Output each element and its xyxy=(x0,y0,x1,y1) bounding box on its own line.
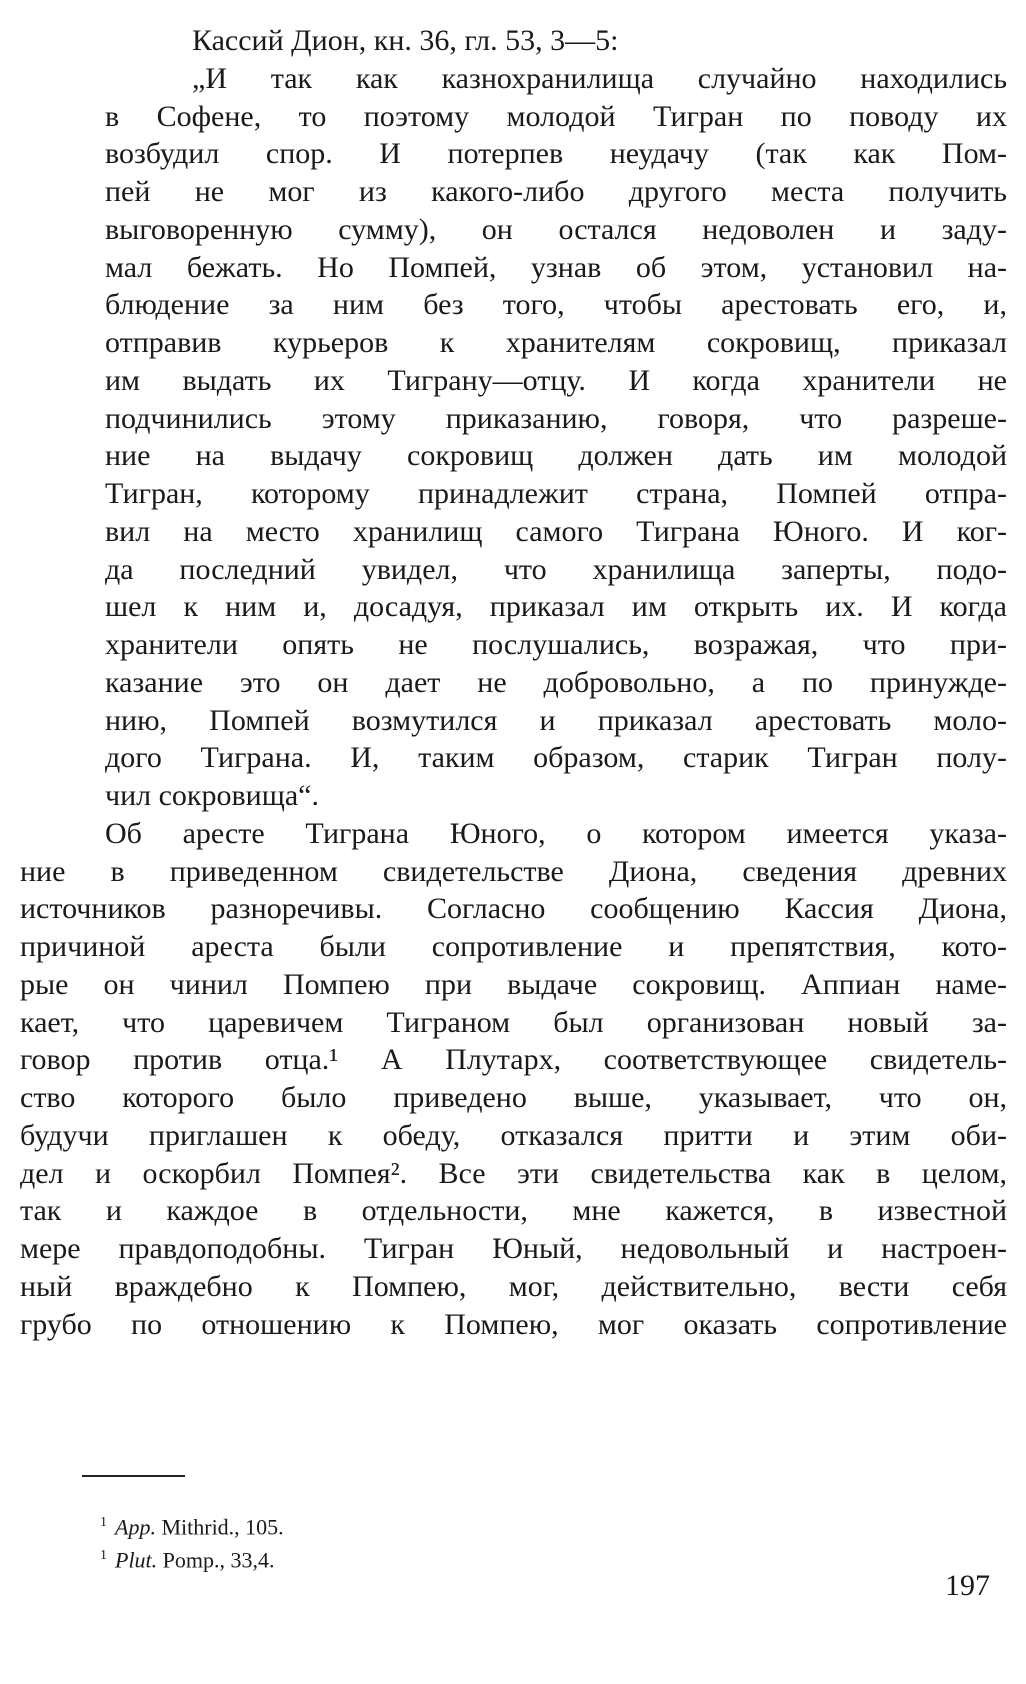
body-line: источников разноречивы. Согласно сообщению Кассия Диона, xyxy=(20,892,1007,925)
quote-line: вил на место хранилищ самого Тиграна Юного. И ког- xyxy=(105,515,1007,548)
footnote-reference: Pomp., 33,4. xyxy=(162,1547,275,1573)
body-line: ство которого было приведено выше, указывает, что он, xyxy=(20,1081,1007,1114)
footnote-source: App. xyxy=(115,1514,156,1540)
body-line: говор против отца.¹ А Плутарх, соответствующее свидетель- xyxy=(20,1043,1007,1076)
page-number: 197 xyxy=(945,1569,990,1602)
quote-line: нию, Помпей возмутился и приказал арестовать моло- xyxy=(105,704,1007,737)
footnote-mark: 1 xyxy=(100,1548,107,1563)
body-line: мере правдоподобны. Тигран Юный, недовольный и настроен- xyxy=(20,1232,1007,1265)
quote-source-heading: Кассий Дион, кн. 36, гл. 53, 3—5: xyxy=(192,24,619,57)
footnote-mark: 1 xyxy=(100,1515,107,1530)
quote-line: выговоренную сумму), он остался недоволен и заду- xyxy=(105,213,1007,246)
footnote-source: Plut. xyxy=(115,1547,158,1573)
footnote xyxy=(100,1509,284,1541)
body-line: ный враждебно к Помпею, мог, действительно, вести себя xyxy=(20,1270,1007,1303)
body-line: Об аресте Тиграна Юного, о котором имеется указа- xyxy=(105,817,1007,850)
body-line: причиной ареста были сопротивление и препятствия, кото- xyxy=(20,930,1007,963)
body-line: будучи приглашен к обеду, отказался притти и этим оби- xyxy=(20,1119,1007,1152)
quote-line: да последний увидел, что хранилища заперты, подо- xyxy=(105,553,1007,586)
body-line: грубо по отношению к Помпею, мог оказать сопротивление xyxy=(20,1308,1007,1341)
body-line: дел и оскорбил Помпея². Все эти свидетельства как в целом, xyxy=(20,1157,1007,1190)
quote-line: мал бежать. Но Помпей, узнав об этом, установил на- xyxy=(105,251,1007,284)
footnote-divider xyxy=(82,1475,185,1477)
quote-line: блюдение за ним без того, чтобы арестовать его, и, xyxy=(105,288,1007,321)
quote-line: шел к ним и, досадуя, приказал им открыть их. И когда xyxy=(105,590,1007,623)
body-line: кает, что царевичем Тиграном был организован новый за- xyxy=(20,1006,1007,1039)
quote-line: казание это он дает не добровольно, а по принужде- xyxy=(105,666,1007,699)
quote-line: пей не мог из какого-либо другого места получить xyxy=(105,175,1007,208)
footnote-reference: Mithrid., 105. xyxy=(161,1514,284,1540)
quote-line: дого Тиграна. И, таким образом, старик Тигран полу- xyxy=(105,741,1007,774)
footnote xyxy=(100,1542,275,1574)
quote-line: подчинились этому приказанию, говоря, что разреше- xyxy=(105,402,1007,435)
body-line: ние в приведенном свидетельстве Диона, сведения древних xyxy=(20,855,1007,888)
body-line: рые он чинил Помпею при выдаче сокровищ. Аппиан наме- xyxy=(20,968,1007,1001)
quote-line: им выдать их Тиграну—отцу. И когда хранители не xyxy=(105,364,1007,397)
quote-line: в Софене, то поэтому молодой Тигран по поводу их xyxy=(105,100,1007,133)
quote-line: ние на выдачу сокровищ должен дать им молодой xyxy=(105,439,1007,472)
quote-line: отправив курьеров к хранителям сокровищ, приказал xyxy=(105,326,1007,359)
body-line: так и каждое в отдельности, мне кажется, в известной xyxy=(20,1194,1007,1227)
quote-line: чил сокровища“. xyxy=(105,779,319,812)
quote-line: Тигран, которому принадлежит страна, Помпей отпра- xyxy=(105,477,1007,510)
quote-line: „И так как казнохранилища случайно находились xyxy=(192,62,1007,95)
quote-line: хранители опять не послушались, возражая, что при- xyxy=(105,628,1007,661)
quote-line: возбудил спор. И потерпев неудачу (так как Пом- xyxy=(105,137,1007,170)
